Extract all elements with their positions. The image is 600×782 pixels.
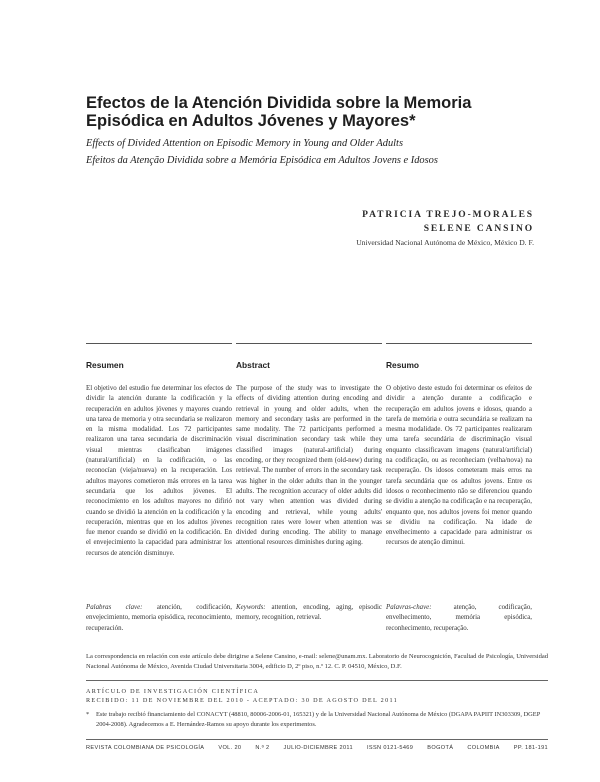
column-rule bbox=[386, 343, 532, 344]
abstract-heading: Abstract bbox=[236, 360, 270, 370]
journal-city: BOGOTÁ bbox=[427, 745, 454, 751]
footer-rule bbox=[86, 739, 548, 740]
portuguese-title: Efeitos da Atenção Dividida sobre a Memória Episódica em Adultos Jovens e Idosos bbox=[86, 155, 438, 166]
keywords-label: Keywords: bbox=[236, 604, 266, 611]
journal-volume: VOL. 20 bbox=[218, 745, 242, 751]
correspondence-note: La correspondencia en relación con este artículo debe dirigirse a Selene Cansino, e-mail: selene@unam.mx. Laboratorio de Neurocognición, Facultad de Psicología, Universidad Nacional Autónoma de México, Avenida Ciudad Universitaria 3004, edificio D, 2º piso, n.º 12. C. P. 04510, México, D.F. bbox=[86, 653, 548, 671]
author-affiliation: Universidad Nacional Autónoma de México, México D. F. bbox=[356, 238, 534, 247]
footnote-text: Este trabajo recibió financiamiento del CONACYT (48810, 80006-2006-01, 165321) y de la Universidad Nacional Autónoma de México (DGAPA PAPIIT IN303309, DGEP 2004-2008). Agradecemos a E. Hernández-Ramos su apoyo durante los experimentos. bbox=[96, 711, 541, 728]
keywords-text: attention, encoding, aging, episodic memory, recognition, retrieval. bbox=[236, 604, 382, 622]
keywords-english bbox=[236, 603, 382, 624]
journal-number: N.º 2 bbox=[255, 745, 270, 751]
funding-footnote bbox=[86, 710, 546, 730]
keywords-label: Palabras clave: bbox=[86, 604, 143, 611]
author-name: SELENE CANSINO bbox=[423, 224, 534, 234]
column-rule bbox=[86, 343, 232, 344]
abstract-heading: Resumen bbox=[86, 360, 124, 370]
abstract-body: El objetivo del estudio fue determinar los efectos de dividir la atención durante la codificación y la recuperación en adultos jóvenes y mayores cuando una tarea de memoria y otra secundaria se realizaron en la misma modalidad. Los 72 participantes realizaron una tarea secundaria de discriminación visual mientras clasificaban imágenes (natural/artificial) en la codificación, o las reconocían (vieja/nueva) en la recuperación. Los adultos mayores cometieron más errores en la tarea secundaria que los adultos jóvenes. El reconocimiento en los adultos mayores no difirió cuando se dividió la atención en la codificación y la recuperación, mientras que en los adultos jóvenes fue menor cuando se dividió en la codificación. En el envejecimiento la capacidad para administrar los recursos de atención disminuye. bbox=[86, 385, 232, 557]
article-title: Efectos de la Atención Dividida sobre la Memoria Episódica en Adultos Jóvenes y Mayores* bbox=[86, 94, 472, 130]
meta-rule bbox=[86, 680, 548, 681]
article-dates: RECIBIDO: 11 DE NOVIEMBRE DEL 2010 - ACEPTADO: 30 DE AGOSTO DEL 2011 bbox=[86, 697, 399, 704]
abstract-column-english bbox=[236, 343, 382, 549]
keywords-portuguese bbox=[386, 603, 532, 634]
keywords-text: atención, codificación, envejecimiento, memoria episódica, reconocimiento, recuperación. bbox=[86, 604, 232, 632]
keywords-text: atenção, codificação, envelhecimento, memória episódica, reconhecimento, recuperação. bbox=[386, 604, 532, 632]
abstract-heading: Resumo bbox=[386, 360, 420, 370]
journal-issn: ISSN 0121-5469 bbox=[366, 745, 414, 751]
journal-footer bbox=[86, 745, 548, 751]
journal-name: REVISTA COLOMBIANA DE PSICOLOGÍA bbox=[86, 745, 205, 751]
journal-pages: PP. 181-191 bbox=[513, 745, 548, 751]
abstract-body: O objetivo deste estudo foi determinar os efeitos de dividir a atenção durante a codificação e recuperação em adultos jovens e idosos, quando a tarefa de memória e outra secundária se realizam na mesma modalidade. Os 72 participantes realizaram uma tarefa secundária de discriminação visual enquanto classificavam imagens (natural/artificial) na codificação, ou as reconheciam (velha/nova) na recuperação. Os idosos cometeram mais erros na tarefa secundária que os adultos jovens. Entre os idosos o reconhecimento não se diferenciou quando se dividiu a atenção na codificação e na recuperação, enquanto que, nos adultos jovens foi menor quando se dividiu na codificação. Na idade de envelhecimento a capacidade para administrar os recursos de atenção diminui. bbox=[386, 385, 532, 547]
abstract-column-portuguese bbox=[386, 343, 532, 549]
abstract-column-spanish bbox=[86, 343, 232, 559]
journal-country: COLOMBIA bbox=[467, 745, 500, 751]
column-rule bbox=[236, 343, 382, 344]
keywords-spanish bbox=[86, 603, 232, 634]
journal-period: JULIO-DICIEMBRE 2011 bbox=[283, 745, 353, 751]
abstract-body: The purpose of the study was to investigate the effects of dividing attention during encoding and retrieval in young and older adults, when the memory and secondary tasks are performed in the same modality. The 72 participants performed a visual discrimination secondary task while they classified images (natural-artificial) during encoding, or they recognized them (old-new) during retrieval. The number of errors in the secondary task was higher in the older adults than in the younger adults. The recognition accuracy of older adults did not vary when attention was divided during encoding and retrieval, while young adults' recognition rates were lower when attention was divided during encoding. The ability to manage attentional resources diminishes during aging. bbox=[236, 385, 382, 547]
author-name: PATRICIA TREJO-MORALES bbox=[362, 210, 534, 220]
english-title: Effects of Divided Attention on Episodic Memory in Young and Older Adults bbox=[86, 138, 403, 149]
article-type: ARTÍCULO DE INVESTIGACIÓN CIENTÍFICA bbox=[86, 688, 260, 695]
footnote-marker: * bbox=[86, 711, 90, 718]
keywords-label: Palavras-chave: bbox=[386, 604, 432, 611]
